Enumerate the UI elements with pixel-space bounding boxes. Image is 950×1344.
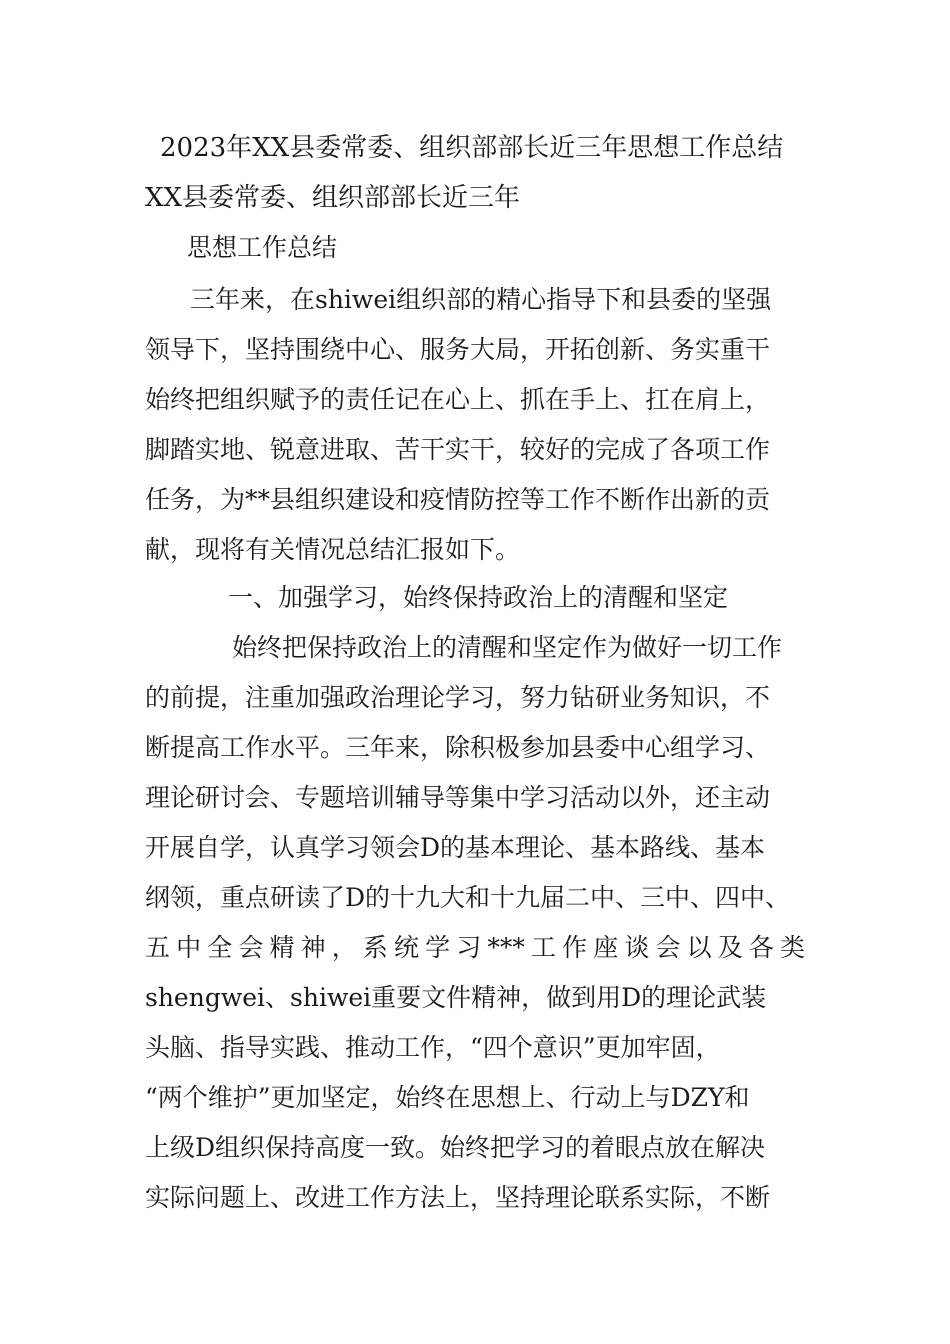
- paragraph-line: 领导下，坚持围绕中心、服务大局，开拓创新、务实重干: [145, 335, 771, 364]
- paragraph-line: 断提高工作水平。三年来，除积极参加县委中心组学习、: [145, 733, 771, 762]
- paragraph-line: 献，现将有关情况总结汇报如下。: [145, 535, 521, 564]
- glyph: 工: [530, 933, 556, 962]
- glyph: 及: [717, 933, 743, 962]
- paragraph-line: 任务，为**县组织建设和疫情防控等工作不断作出新的贡: [145, 485, 771, 514]
- paragraph-line: 开展自学，认真学习领会D的基本理论、基本路线、基本: [145, 833, 766, 862]
- glyph: 全: [207, 933, 233, 962]
- glyph: 各: [748, 933, 774, 962]
- document-subtitle-line2: 思想工作总结: [187, 233, 338, 262]
- paragraph-line: 实际问题上、改进工作方法上，坚持理论联系实际，不断: [145, 1183, 771, 1212]
- document-title: 2023年XX县委常委、组织部部长近三年思想工作总结: [160, 133, 784, 163]
- glyph: 谈: [624, 933, 650, 962]
- glyph: ***: [487, 933, 525, 962]
- paragraph-line: shengwei、shiwei重要文件精神，做到用D的理论武装: [145, 983, 767, 1012]
- paragraph-line: 头脑、指导实践、推动工作，“四个意识”更加牢固，: [145, 1033, 721, 1062]
- glyph: 统: [394, 933, 420, 962]
- paragraph-line: 三年来，在shiwei组织部的精心指导下和县委的坚强: [190, 285, 772, 314]
- glyph: 作: [562, 933, 588, 962]
- glyph: 以: [686, 933, 712, 962]
- section-heading: 一、加强学习，始终保持政治上的清醒和坚定: [228, 583, 729, 612]
- glyph: 系: [362, 933, 388, 962]
- paragraph-line: 始终把组织赋予的责任记在心上、抓在手上、扛在肩上，: [145, 385, 771, 414]
- glyph: 神: [300, 933, 326, 962]
- glyph: 精: [269, 933, 295, 962]
- glyph: 座: [593, 933, 619, 962]
- glyph: 习: [456, 933, 482, 962]
- paragraph-line-justified: [145, 933, 805, 963]
- document-subtitle-line1: XX县委常委、组织部部长近三年: [145, 183, 521, 213]
- paragraph-line: 的前提，注重加强政治理论学习，努力钻研业务知识，不: [145, 683, 771, 712]
- paragraph-line: 上级D组织保持高度一致。始终把学习的着眼点放在解决: [145, 1133, 766, 1162]
- paragraph-line: 纲领，重点研读了D的十九大和十九届二中、三中、四中、: [145, 883, 791, 912]
- glyph: 学: [425, 933, 451, 962]
- glyph: 五: [145, 933, 171, 962]
- paragraph-line: 始终把保持政治上的清醒和坚定作为做好一切工作: [232, 633, 783, 662]
- paragraph-line: “两个维护”更加坚定，始终在思想上、行动上与DZY和: [145, 1083, 750, 1112]
- paragraph-line: 脚踏实地、锐意进取、苦干实干，较好的完成了各项工作: [145, 435, 771, 464]
- glyph: 中: [176, 933, 202, 962]
- glyph: ，: [331, 933, 357, 962]
- glyph: 类: [779, 933, 805, 962]
- paragraph-line: 理论研讨会、专题培训辅导等集中学习活动以外，还主动: [145, 783, 771, 812]
- glyph: 会: [655, 933, 681, 962]
- glyph: 会: [238, 933, 264, 962]
